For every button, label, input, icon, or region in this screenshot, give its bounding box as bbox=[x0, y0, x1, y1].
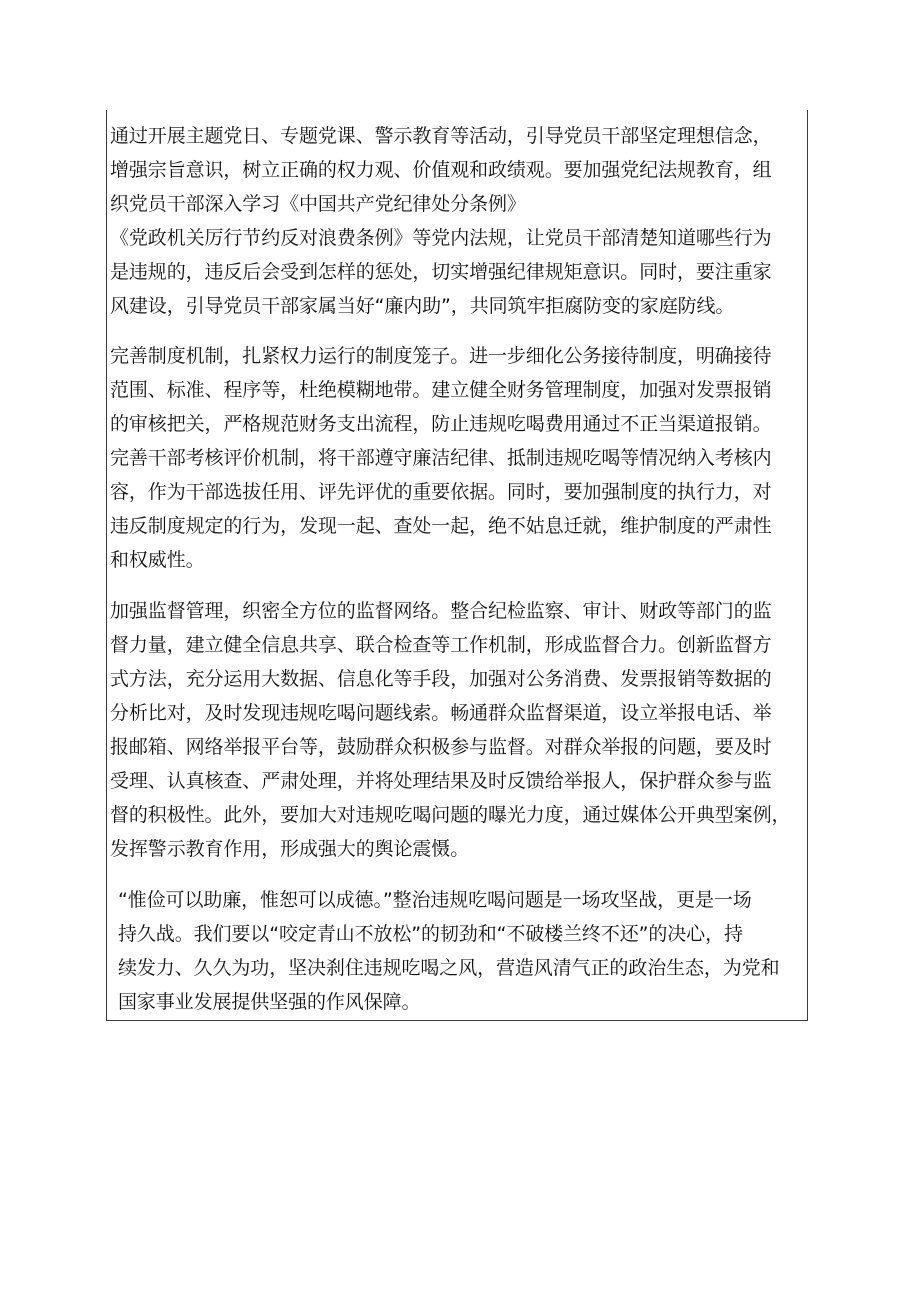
text-line: 督的积极性。此外，要加大对违规吃喝问题的曝光力度，通过媒体公开典型案例， bbox=[110, 804, 791, 826]
text-line: 国家事业发展提供坚强的作风保障。 bbox=[118, 991, 421, 1013]
text-line: 加强监督管理，织密全方位的监督网络。整合纪检监察、审计、财政等部门的监 bbox=[110, 600, 772, 622]
text-line: 和权威性。 bbox=[110, 549, 205, 571]
text-line: 受理、认真核查、严肃处理，并将处理结果及时反馈给举报人，保护群众参与监 bbox=[110, 770, 772, 792]
text-line: 《党政机关厉行节约反对浪费条例》等党内法规，让党员干部清楚知道哪些行为 bbox=[110, 227, 772, 249]
text-line: 增强宗旨意识，树立正确的权力观、价值观和政绩观。要加强党纪法规教育，组 bbox=[110, 159, 772, 181]
paragraph-party-education bbox=[110, 119, 810, 323]
text-line: 续发力、久久为功，坚决刹住违规吃喝之风，营造风清气正的政治生态，为党和 bbox=[118, 957, 780, 979]
text-line: 督力量，建立健全信息共享、联合检查等工作机制，形成监督合力。创新监督方 bbox=[110, 634, 772, 656]
text-line: 容，作为干部选拔任用、评先评优的重要依据。同时，要加强制度的执行力，对 bbox=[110, 481, 772, 503]
text-line: 报邮箱、网络举报平台等，鼓励群众积极参与监督。对群众举报的问题，要及时 bbox=[110, 736, 772, 758]
text-line: 风建设，引导党员干部家属当好“廉内助”，共同筑牢拒腐防变的家庭防线。 bbox=[110, 295, 735, 317]
paragraph-supervision bbox=[110, 594, 810, 866]
text-line: “惟俭可以助廉，惟恕可以成德。”整治违规吃喝问题是一场攻坚战，更是一场 bbox=[118, 889, 752, 911]
text-line: 的审核把关，严格规范财务支出流程，防止违规吃喝费用通过不正当渠道报销。 bbox=[110, 413, 772, 435]
text-line: 范围、标准、程序等，杜绝模糊地带。建立健全财务管理制度，加强对发票报销 bbox=[110, 379, 772, 401]
text-line: 持久战。我们要以“咬定青山不放松”的韧劲和“不破楼兰终不还”的决心，持 bbox=[118, 923, 743, 945]
text-line: 是违规的，违反后会受到怎样的惩处，切实增强纪律规矩意识。同时，要注重家 bbox=[110, 261, 772, 283]
text-line: 完善干部考核评价机制，将干部遵守廉洁纪律、抵制违规吃喝等情况纳入考核内 bbox=[110, 447, 772, 469]
text-line: 发挥警示教育作用，形成强大的舆论震慑。 bbox=[110, 838, 470, 860]
text-line: 织党员干部深入学习《中国共产党纪律处分条例》 bbox=[110, 193, 526, 215]
paragraph-system-mechanism bbox=[110, 339, 810, 577]
text-line: 通过开展主题党日、专题党课、警示教育等活动，引导党员干部坚定理想信念， bbox=[110, 125, 772, 147]
text-line: 完善制度机制，扎紧权力运行的制度笼子。进一步细化公务接待制度，明确接待 bbox=[110, 345, 772, 367]
text-line: 式方法，充分运用大数据、信息化等手段，加强对公务消费、发票报销等数据的 bbox=[110, 668, 772, 690]
text-line: 违反制度规定的行为，发现一起、查处一起，绝不姑息迁就，维护制度的严肃性 bbox=[110, 515, 772, 537]
text-line: 分析比对，及时发现违规吃喝问题线索。畅通群众监督渠道，设立举报电话、举 bbox=[110, 702, 772, 724]
paragraph-conclusion bbox=[110, 883, 818, 1019]
